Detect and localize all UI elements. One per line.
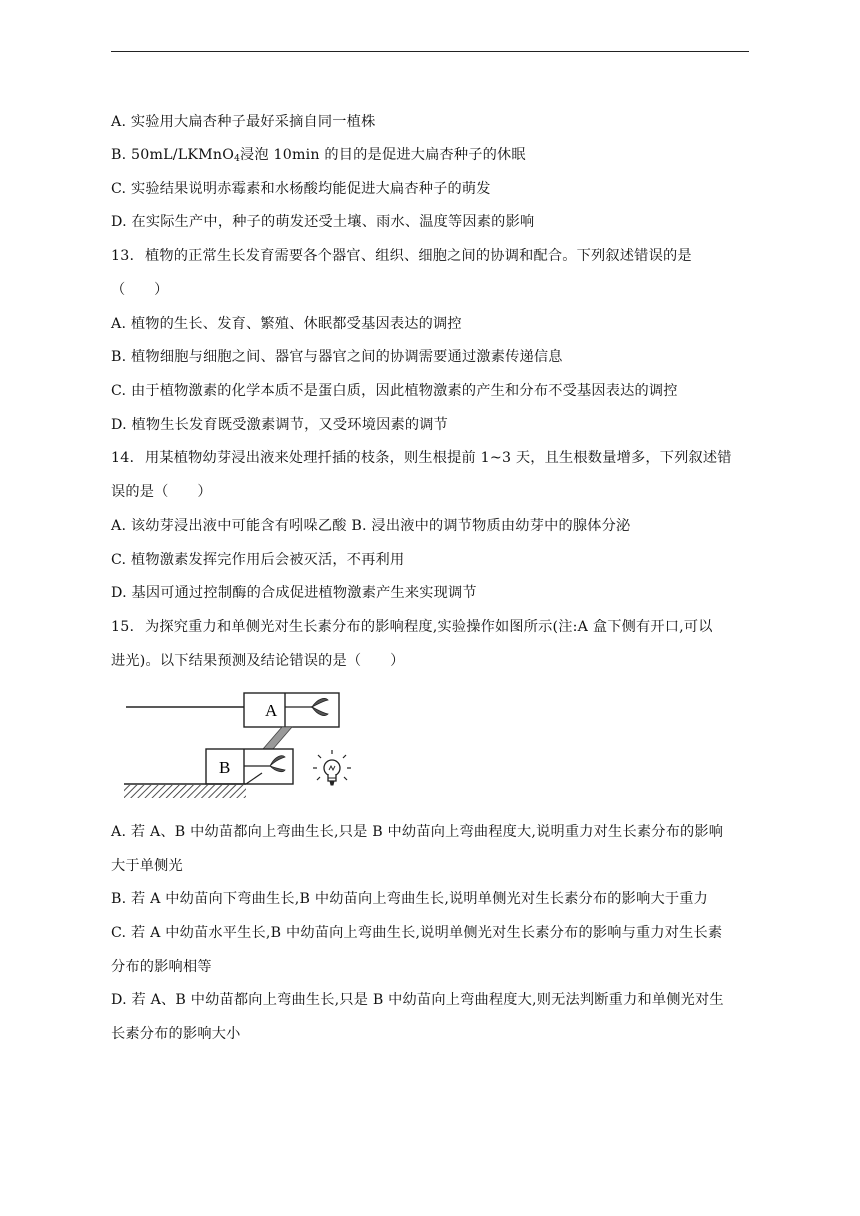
q13-option-b: B. 植物细胞与细胞之间、器官与器官之间的协调需要通过激素传递信息 — [111, 349, 563, 365]
q15-stem-text: 为探究重力和单侧光对生长素分布的影响程度,实验操作如图所示(注:A 盒下侧有开口,可以 — [145, 619, 713, 635]
box-b-label: B — [219, 758, 231, 777]
q12-option-b — [111, 145, 526, 169]
q12-option-b-text: B. 50mL/LKMnO — [111, 147, 235, 163]
q13-stem-cont: （ ） — [111, 282, 169, 298]
ground-hatch — [124, 785, 246, 798]
q13-stem-text: 植物的正常生长发育需要各个器官、组织、细胞之间的协调和配合。下列叙述错误的是 — [145, 248, 692, 264]
q12-option-a: A. 实验用大扁杏种子最好采摘自同一植株 — [111, 114, 376, 130]
q12-option-b-subscript: 4 — [234, 154, 241, 164]
experiment-figure — [122, 686, 362, 802]
q15-stem — [111, 617, 713, 637]
q14-stem-cont: 误的是（ ） — [111, 484, 212, 500]
q15-number: 15. — [111, 619, 135, 635]
q12-option-d: D. 在实际生产中，种子的萌发还受土壤、雨水、温度等因素的影响 — [111, 214, 535, 230]
q14-number: 14. — [111, 450, 135, 466]
q15-option-d-cont: 长素分布的影响大小 — [111, 1026, 241, 1042]
q13-number: 13. — [111, 248, 135, 264]
q13-stem — [111, 246, 692, 266]
light-bulb-icon — [313, 750, 351, 785]
q14-option-d: D. 基因可通过控制酶的合成促进植物激素产生来实现调节 — [111, 585, 477, 601]
q13-option-d: D. 植物生长发育既受激素调节，又受环境因素的调节 — [111, 417, 449, 433]
q13-option-a: A. 植物的生长、发育、繁殖、休眠都受基因表达的调控 — [111, 316, 462, 332]
q15-option-a-cont: 大于单侧光 — [111, 858, 183, 874]
q13-option-c: C. 由于植物激素的化学本质不是蛋白质，因此植物激素的产生和分布不受基因表达的调控 — [111, 383, 678, 399]
q15-option-c: C. 若 A 中幼苗水平生长,B 中幼苗向上弯曲生长,说明单侧光对生长素分布的影响与重力对生长素 — [111, 925, 723, 941]
q14-option-ab: A. 该幼芽浸出液中可能含有吲哚乙酸 B. 浸出液中的调节物质由幼芽中的腺体分泌 — [111, 518, 631, 534]
q15-option-c-cont: 分布的影响相等 — [111, 959, 212, 975]
q14-stem — [111, 448, 732, 468]
box-connector — [263, 727, 292, 749]
q12-option-b-text-2: 浸泡 10min 的目的是促进大扁杏种子的休眠 — [240, 147, 526, 163]
q15-option-b: B. 若 A 中幼苗向下弯曲生长,B 中幼苗向上弯曲生长,说明单侧光对生长素分布的影响大于重力 — [111, 891, 709, 907]
q14-option-c: C. 植物激素发挥完作用后会被灭活，不再利用 — [111, 552, 405, 568]
header-rule — [111, 51, 749, 52]
box-a-label: A — [265, 701, 278, 720]
q14-stem-text: 用某植物幼芽浸出液来处理扦插的枝条，则生根提前 1~3 天，且生根数量增多，下列叙述错 — [145, 450, 732, 466]
q12-option-c: C. 实验结果说明赤霉素和水杨酸均能促进大扁杏种子的萌发 — [111, 181, 491, 197]
q15-option-d: D. 若 A、B 中幼苗都向上弯曲生长,只是 B 中幼苗向上弯曲程度大,则无法判断重力和单侧光对生 — [111, 992, 724, 1008]
q15-option-a: A. 若 A、B 中幼苗都向上弯曲生长,只是 B 中幼苗向上弯曲程度大,说明重力对生长素分布的影响 — [111, 824, 724, 840]
q15-stem-cont: 进光)。以下结果预测及结论错误的是（ ） — [111, 653, 405, 669]
